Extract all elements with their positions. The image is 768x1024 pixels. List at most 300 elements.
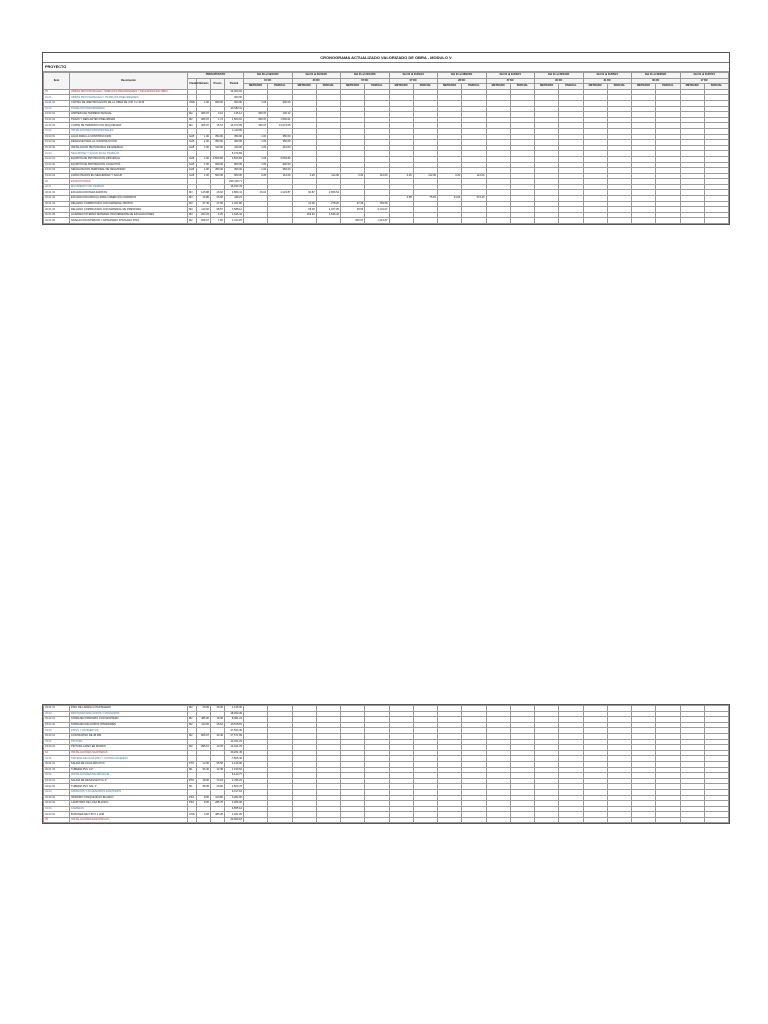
cell-unit: ML	[188, 767, 197, 773]
cell-period-parcial: 900.00	[268, 162, 292, 168]
cell-description: CARTEL DE IDENTIFICACION DE LA OBRA DE 3.60 X 2.40 M	[70, 100, 188, 106]
cell-parcial: 7,865.40	[225, 756, 244, 762]
cell-parcial: 900.00	[225, 95, 244, 101]
cell-price: 410.50	[211, 795, 225, 801]
header-period-days: 17 DC	[680, 78, 729, 84]
cell-description: SALIDA DE AGUA FRIA PVC	[70, 761, 188, 767]
cell-unit: M3	[188, 190, 197, 196]
cell-period-metrado: 1.00	[244, 162, 268, 168]
header-period-days: 20 DC	[292, 78, 341, 84]
cell-parcial: 24,063.94	[225, 89, 244, 95]
cell-description: CAPACITACION EN SEGURIDAD Y SALUD	[70, 173, 188, 179]
cell-price: 285.75	[211, 801, 225, 807]
cell-unit: GLB	[188, 134, 197, 140]
cell-period-metrado: 65.00	[292, 207, 316, 213]
cell-period-parcial	[607, 218, 631, 224]
cell-period-parcial: 2,656.54	[316, 190, 340, 196]
header-budget: PRESUPUESTO	[188, 73, 244, 79]
cell-period-metrado	[583, 817, 607, 823]
cell-parcial: 9,417.16	[225, 789, 244, 795]
cell-item: 04.03.02	[44, 801, 70, 807]
cell-period-parcial	[704, 817, 728, 823]
cell-period-metrado	[535, 817, 559, 823]
cell-metrado: 8.00	[197, 795, 211, 801]
cell-price: 1.72	[211, 117, 225, 123]
cell-metrado: 906.97	[197, 733, 211, 739]
cell-item: 01.03	[44, 128, 70, 134]
cell-price: 68.57	[211, 207, 225, 213]
cell-period-metrado: 906.97	[244, 123, 268, 129]
cell-price: 27.82	[211, 201, 225, 207]
cell-price: 410.00	[211, 145, 225, 151]
cell-metrado: 18.00	[197, 778, 211, 784]
cell-unit: PZA	[188, 795, 197, 801]
header-period-days: 07 DC	[341, 78, 390, 84]
cell-item: 01.01	[44, 95, 70, 101]
cell-period-metrado: 27.45	[341, 201, 365, 207]
header-parcial: Parcial	[225, 78, 244, 89]
cell-parcial: 145.12	[225, 112, 244, 118]
header-period-label: Del 01 al 28/02/21	[438, 73, 487, 79]
schedule-table-continued	[43, 705, 729, 823]
cell-metrado: 906.97	[197, 117, 211, 123]
cell-period-parcial	[510, 817, 534, 823]
cell-price: 16.65	[211, 717, 225, 723]
cell-description: INSTALACIONES SANITARIAS	[70, 750, 188, 756]
cell-description: CONTRAPISO DE 48 MM	[70, 733, 188, 739]
cell-description: REVOQUES ENLUCIDOS Y MOLDURAS	[70, 711, 188, 717]
cell-item: 01.04	[44, 151, 70, 157]
cell-metrado: 263.43	[197, 212, 211, 218]
header-period-parcial: PARCIAL	[656, 84, 680, 90]
cell-period-metrado	[292, 218, 316, 224]
header-period-label: Del 01 al 30/04/21	[535, 73, 584, 79]
cell-parcial: 12,341.23	[225, 739, 244, 745]
cell-item: 03.03.01	[44, 733, 70, 739]
header-period-label: Del 01 al 31/07/21	[680, 73, 729, 79]
cell-parcial: 1,414.87	[225, 218, 244, 224]
cell-period-metrado: 0.20	[438, 173, 462, 179]
cell-parcial: 1,146.00	[225, 761, 244, 767]
cell-description: INSTALACIONES PROVISIONALES	[70, 128, 188, 134]
cell-description: CORTE DE TERRENO CON MAQUINARIA	[70, 123, 188, 129]
cell-unit: M2	[188, 112, 197, 118]
header-period-parcial: PARCIAL	[559, 84, 583, 90]
cell-period-parcial: 112.00	[365, 173, 389, 179]
cell-period-metrado	[583, 218, 607, 224]
cell-item: 01.03.01	[44, 134, 70, 140]
cell-period-metrado: 2.85	[389, 196, 413, 202]
cell-item: 02.01.02	[44, 196, 70, 202]
cell-period-parcial: 350.00	[268, 134, 292, 140]
cell-unit: M2	[188, 117, 197, 123]
header-period-days: 27 DC	[486, 78, 535, 84]
header-period-metrado: METRADO	[292, 84, 316, 90]
cell-description: INSTALACIONES ELECTRICAS	[70, 817, 188, 823]
cell-item: 01.01.01	[44, 100, 70, 106]
cell-period-metrado	[486, 817, 510, 823]
cell-parcial: 6,123.77	[225, 773, 244, 779]
header-period-days: 28 DC	[438, 78, 487, 84]
cell-period-parcial	[413, 218, 437, 224]
cell-metrado: 145.88	[197, 190, 211, 196]
cell-period-parcial	[559, 817, 583, 823]
cell-item: 01.03.03	[44, 145, 70, 151]
header-period-label: Del 01 al 31/01/21	[389, 73, 438, 79]
cell-description: TUBERIA PVC SAL 4"	[70, 784, 188, 790]
cell-period-parcial	[316, 218, 340, 224]
cell-period-parcial: 350.00	[268, 140, 292, 146]
cell-description: PISO DE LADRILLO PASTELERO	[70, 706, 188, 712]
cell-metrado: 4.00	[197, 812, 211, 818]
cell-price: 350.00	[211, 134, 225, 140]
cell-period-parcial	[268, 817, 292, 823]
schedule-sheet-1	[42, 52, 730, 225]
cell-price: 1.56	[211, 218, 225, 224]
cell-item: 04.03.01	[44, 795, 70, 801]
cell-unit: GLB	[188, 156, 197, 162]
header-period-label: Del 09 al 09/10/20	[244, 73, 293, 79]
cell-description: CAMARAS	[70, 806, 188, 812]
cell-parcial: 5,370.83	[225, 151, 244, 157]
cell-item: 04.04.01	[44, 812, 70, 818]
cell-metrado: 1.00	[197, 145, 211, 151]
cell-period-metrado	[486, 218, 510, 224]
cell-period-metrado: 14.00	[438, 196, 462, 202]
cell-item: 01.03.02	[44, 140, 70, 146]
header-price: Precio	[211, 78, 225, 89]
cell-description: EQUIPOS DE PROTECCION INDIVIDUAL	[70, 156, 188, 162]
cell-item: 03.01.01	[44, 706, 70, 712]
cell-description: ACARREO INTERNO MATERIAL PROVENIENTE DE EXCAVACIONES	[70, 212, 188, 218]
cell-description: SALIDA DE DESAGUE PVC 4"	[70, 778, 188, 784]
header-period-metrado: METRADO	[244, 84, 268, 90]
cell-metrado: 25.00	[197, 706, 211, 712]
header-period-parcial: PARCIAL	[462, 84, 486, 90]
cell-metrado: 8.00	[197, 801, 211, 807]
cell-metrado: 110.66	[197, 207, 211, 213]
cell-parcial: 1,560.01	[225, 117, 244, 123]
cell-parcial: 30,261.45	[225, 750, 244, 756]
cell-period-parcial: 3,560.83	[268, 156, 292, 162]
cell-description: ESTRUCTURAS	[70, 179, 188, 185]
cell-metrado: 1.00	[197, 140, 211, 146]
cell-period-metrado	[341, 817, 365, 823]
cell-price: 25.64	[211, 722, 225, 728]
cell-item: 01.04.03	[44, 168, 70, 174]
cell-unit: M2	[188, 733, 197, 739]
cell-description: TRABAJOS PRELIMINARES	[70, 106, 188, 112]
cell-price: 30.40	[211, 733, 225, 739]
cell-parcial: 350.00	[225, 168, 244, 174]
cell-unit: GLB	[188, 168, 197, 174]
cell-parcial: 1,041.86	[225, 201, 244, 207]
cell-parcial: 8,081.24	[225, 717, 244, 723]
cell-period-metrado	[438, 218, 462, 224]
cell-unit: ML	[188, 784, 197, 790]
cell-period-parcial	[462, 817, 486, 823]
cell-item: 03.04.01	[44, 745, 70, 751]
cell-period-metrado	[535, 218, 559, 224]
cell-item: 04.04	[44, 806, 70, 812]
cell-price: 95.50	[211, 761, 225, 767]
cell-item: 01.02.03	[44, 123, 70, 129]
cell-period-parcial: 763.66	[365, 201, 389, 207]
cell-description: SEÑALIZACION TEMPORAL DE SEGURIDAD	[70, 168, 188, 174]
cell-period-parcial: 350.00	[268, 168, 292, 174]
cell-unit: M2	[188, 717, 197, 723]
cell-period-metrado	[680, 218, 704, 224]
header-period-days: 30 DC	[632, 78, 681, 84]
header-period-label: Del 01 al 31/05/21	[583, 73, 632, 79]
cell-unit: UND	[189, 812, 195, 816]
cell-description: NIVELACION INTERIOR Y APISONADO P/SOLADO PISO	[70, 218, 188, 224]
cell-parcial: 16,683.11	[225, 106, 244, 112]
cell-description: LIMPIEZA DE TERRENO MANUAL	[70, 112, 188, 118]
cell-period-metrado	[389, 817, 413, 823]
cell-period-parcial: 14,973.05	[268, 123, 292, 129]
cell-price: 26.60	[211, 190, 225, 196]
cell-period-parcial: 112.00	[413, 173, 437, 179]
header-period-metrado: METRADO	[632, 84, 656, 90]
header-unit: Unidad	[188, 78, 197, 89]
header-period-metrado: METRADO	[486, 84, 510, 90]
cell-item: 01	[44, 89, 70, 95]
cell-description: APARATOS Y ACCESORIOS SANITARIOS	[70, 789, 188, 795]
header-description: Descripción	[70, 73, 188, 90]
cell-item: 03.02.01	[44, 717, 70, 723]
cell-price: 26.80	[211, 784, 225, 790]
cell-unit: M3	[188, 196, 197, 202]
cell-parcial: 1,563.78	[225, 784, 244, 790]
header-period-days: 31 DC	[583, 78, 632, 84]
cell-description: LAVATORIO DE LOSA BLANCO	[70, 801, 188, 807]
header-period-parcial: PARCIAL	[413, 84, 437, 90]
header-period-metrado: METRADO	[438, 84, 462, 90]
cell-description: SEGURIDAD Y SALUD EN EL TRABAJO	[70, 151, 188, 157]
cell-period-parcial: 75.81	[413, 196, 437, 202]
cell-period-metrado: 0.20	[389, 173, 413, 179]
cell-period-metrado: 1.00	[244, 140, 268, 146]
cell-metrado: 1.00	[197, 168, 211, 174]
cell-item: 02.01.01	[44, 190, 70, 196]
cell-price	[211, 817, 225, 823]
cell-parcial: 350.00	[225, 134, 244, 140]
cell-description: SISTEMA DE AGUA FRIA Y CONTRA INCENDIO	[70, 756, 188, 762]
cell-description: INODORO TANQUE BAJO BLANCO	[70, 795, 188, 801]
table-row	[44, 817, 729, 823]
header-period-label: Del 01 al 30/11/20	[292, 73, 341, 79]
cell-parcial: 560.00	[225, 173, 244, 179]
cell-unit: M3	[188, 207, 197, 213]
cell-unit: GLB	[188, 145, 197, 151]
cell-period-parcial: 900.00	[268, 100, 292, 106]
cell-parcial: 1,190.54	[225, 767, 244, 773]
cell-description: EQUIPOS DE PROTECCION COLECTIVA	[70, 162, 188, 168]
cell-price: 0.16	[211, 112, 225, 118]
cell-period-metrado	[438, 817, 462, 823]
cell-unit: M2	[188, 745, 197, 751]
cell-item: 01.04.01	[44, 156, 70, 162]
cell-period-metrado: 1.00	[244, 134, 268, 140]
cell-item: 02.01.05	[44, 212, 70, 218]
cell-unit: GLB	[188, 140, 197, 146]
cell-description: TARRAJEO PRIMARIO CON MORTERO	[70, 717, 188, 723]
cell-parcial: 1,125.00	[225, 706, 244, 712]
cell-description: RELLENO COMPACTADO CON MATERIAL DE PRESTAMO	[70, 207, 188, 213]
cell-period-metrado: 0.20	[341, 173, 365, 179]
cell-parcial: 47,560.45	[225, 728, 244, 734]
cell-price: 12.35	[211, 767, 225, 773]
cell-parcial: 7,588.12	[225, 207, 244, 213]
cell-item: 04.01	[44, 756, 70, 762]
cell-description: RELLENO COMPACTADO CON MATERIAL PROPIO	[70, 201, 188, 207]
cell-parcial: 16,033.43	[225, 184, 244, 190]
cell-period-parcial: 1,646.44	[316, 212, 340, 218]
cell-item: 03.03	[44, 728, 70, 734]
cell-metrado: 485.36	[197, 717, 211, 723]
cell-unit: M3	[188, 212, 197, 218]
cell-metrado: 96.40	[197, 767, 211, 773]
cell-description: TRAZO Y REPLANTEO PRELIMINAR	[70, 117, 188, 123]
cell-price: 560.00	[211, 173, 225, 179]
cell-period-metrado: 263.43	[292, 212, 316, 218]
cell-period-parcial: 112.00	[316, 173, 340, 179]
header-item: Item	[44, 73, 70, 90]
cell-item: 03.02	[44, 711, 70, 717]
cell-period-metrado: 46.01	[244, 190, 268, 196]
header-period-metrado: METRADO	[583, 84, 607, 90]
cell-unit	[188, 817, 197, 823]
cell-unit: M3	[188, 123, 197, 129]
cell-unit: PTO	[188, 778, 197, 784]
header-period-parcial: PARCIAL	[365, 84, 389, 90]
cell-metrado: 906.97	[197, 218, 211, 224]
cell-item: 01.04.04	[44, 173, 70, 179]
cell-price: 900.00	[211, 162, 225, 168]
schedule-table	[43, 72, 729, 224]
cell-item: 01.02	[44, 106, 70, 112]
cell-period-parcial	[413, 817, 437, 823]
cell-period-metrado: 10.00	[292, 201, 316, 207]
cell-item: 01.02.01	[44, 112, 70, 118]
cell-parcial: 290,349.71	[225, 179, 244, 185]
cell-description: OBRAS PROVISIONALES, TRABAJOS PRELIMINARES Y SEGURIDAD EN OBRA	[70, 89, 188, 95]
cell-period-metrado: 1.00	[244, 145, 268, 151]
cell-description: DESAGUE PARA LA CONSTRUCCION	[70, 140, 188, 146]
cell-item: 01.02.02	[44, 117, 70, 123]
cell-period-parcial: 3,131.07	[365, 207, 389, 213]
cell-unit: M2	[188, 706, 197, 712]
cell-parcial: 448.21	[225, 196, 244, 202]
cell-price: 350.00	[211, 140, 225, 146]
cell-metrado: 895.61	[197, 745, 211, 751]
cell-item: 04.02.02	[44, 784, 70, 790]
cell-price: 45.00	[211, 706, 225, 712]
cell-period-parcial: 372.40	[462, 196, 486, 202]
cell-price: 26.60	[211, 196, 225, 202]
cell-description: INSTALACION PROVISIONAL DE ENERGIA	[70, 145, 188, 151]
header-period-days: 15 DC	[244, 78, 293, 84]
cell-item: 04.02.01	[44, 778, 70, 784]
cell-parcial: 27,571.89	[225, 733, 244, 739]
header-period-days: 30 DC	[535, 78, 584, 84]
cell-metrado: 37.45	[197, 201, 211, 207]
cell-parcial: 3,284.00	[225, 795, 244, 801]
cell-parcial: 1,646.44	[225, 212, 244, 218]
cell-price: 74.18	[211, 778, 225, 784]
cell-period-parcial	[656, 817, 680, 823]
cell-period-metrado: 1.00	[244, 156, 268, 162]
cell-parcial: 14,973.05	[225, 123, 244, 129]
header-period-metrado: METRADO	[680, 84, 704, 90]
cell-unit: PTO	[188, 761, 197, 767]
cell-price: 350.00	[211, 168, 225, 174]
cell-metrado: 1.00	[197, 134, 211, 140]
schedule-sheet-2	[42, 704, 730, 824]
cell-description: BUZONES DE 0.60 X 1.20M	[70, 812, 188, 818]
cell-item: 04.01.02	[44, 767, 70, 773]
cell-item: 02.01	[44, 184, 70, 190]
cell-unit: M2	[188, 218, 197, 224]
cell-parcial: 12,341.23	[225, 745, 244, 751]
cell-period-parcial: 4,457.05	[316, 207, 340, 213]
cell-description: TUBERIA PVC 1/2"	[70, 767, 188, 773]
cell-item: 02	[44, 179, 70, 185]
cell-parcial: 3,560.83	[225, 156, 244, 162]
cell-metrado: 58.35	[197, 784, 211, 790]
cell-item: 03.04	[44, 739, 70, 745]
cell-item: 04.02	[44, 773, 70, 779]
cell-price: 13.78	[211, 745, 225, 751]
cell-period-parcial	[316, 817, 340, 823]
cell-unit: GLB	[188, 162, 197, 168]
cell-period-parcial: 145.12	[268, 112, 292, 118]
cell-item: 04.01.01	[44, 761, 70, 767]
cell-description: MOVIMIENTO DE TIERRAS	[70, 184, 188, 190]
cell-item: 02.01.06	[44, 218, 70, 224]
cell-description: INSTALACIONES DE DESAGUE	[70, 773, 188, 779]
cell-item: 04	[44, 750, 70, 756]
header-period-label: Del 01 al 31/03/21	[486, 73, 535, 79]
cell-price: 16.51	[211, 123, 225, 129]
cell-parcial: 22,569.18	[225, 817, 244, 823]
cell-parcial: 1,110.00	[225, 128, 244, 134]
cell-description: PISOS Y PAVIMENTOS	[70, 728, 188, 734]
cell-period-metrado	[389, 218, 413, 224]
cell-metrado: 1.00	[197, 156, 211, 162]
cell-item: 01.04.02	[44, 162, 70, 168]
cell-period-metrado: 45.66	[341, 207, 365, 213]
cell-parcial: 4,855.12	[225, 806, 244, 812]
cell-period-metrado: 906.97	[244, 112, 268, 118]
cell-period-metrado	[680, 817, 704, 823]
cell-parcial: 410.00	[225, 145, 244, 151]
cell-period-parcial	[510, 218, 534, 224]
cell-item: 05	[44, 817, 70, 823]
header-period-parcial: PARCIAL	[607, 84, 631, 90]
cell-period-metrado	[244, 817, 268, 823]
cell-description: PINTURA LATEX EN MUROS	[70, 745, 188, 751]
cell-metrado: 1.00	[197, 100, 211, 106]
header-period-parcial: PARCIAL	[704, 84, 728, 90]
cell-metrado	[197, 817, 211, 823]
cell-price: 485.30	[211, 812, 225, 818]
cell-parcial: 18,452.39	[225, 711, 244, 717]
cell-period-parcial	[559, 218, 583, 224]
cell-description: PINTURA	[70, 739, 188, 745]
header-metrado: Metrado	[197, 78, 211, 89]
